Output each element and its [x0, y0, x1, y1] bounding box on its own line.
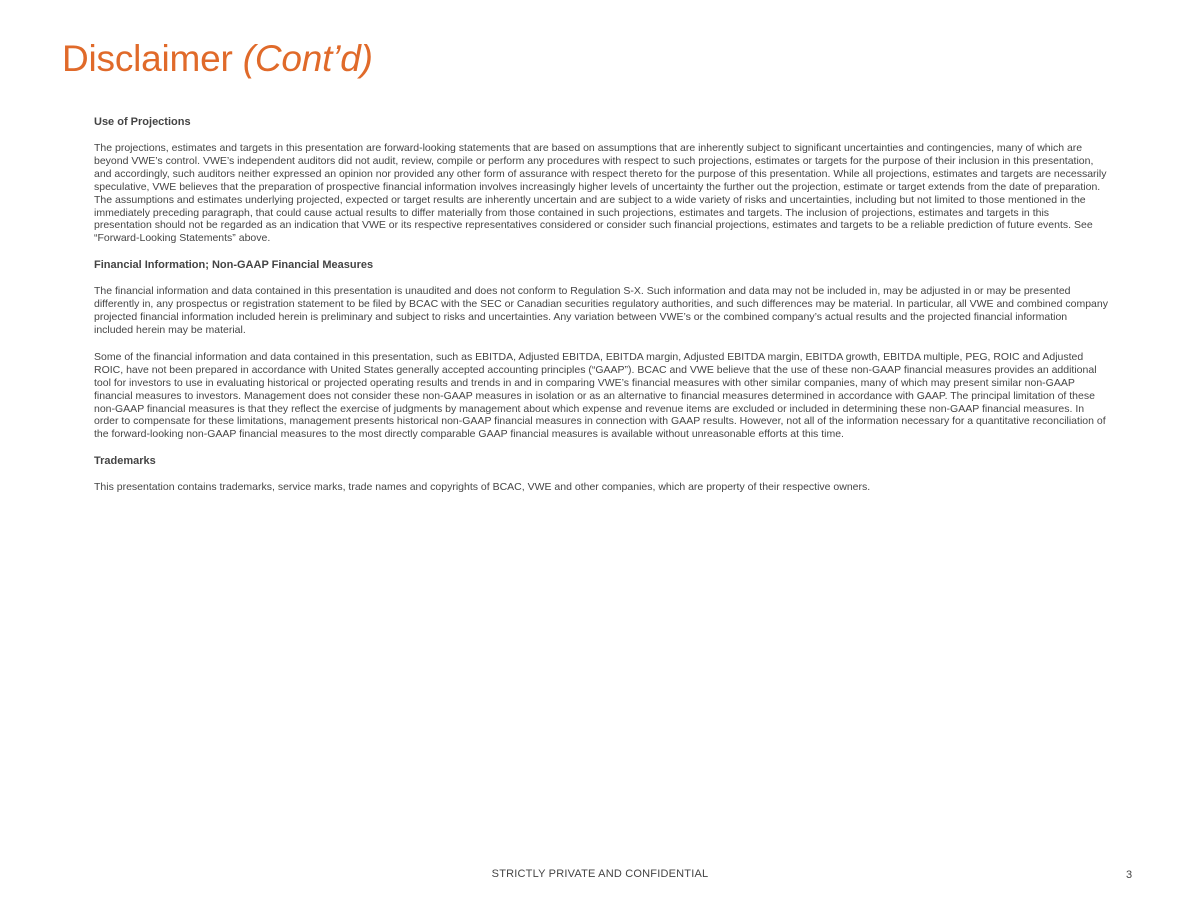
section-financial-information — [94, 259, 1108, 441]
paragraph: This presentation contains trademarks, service marks, trade names and copyrights of BCAC, VWE and other companies, which are property of their respective owners. — [94, 481, 871, 494]
slide-title-main: Disclaimer — [62, 38, 243, 79]
paragraph: The financial information and data contained in this presentation is unaudited and does not conform to Regulation S-X. Such information and data may not be included in, may be adjusted in or may be presented differently in, any prospectus or registration statement to be filed by BCAC with the SEC or Canadian securities regulatory authorities, and such differences may be material. In particular, all VWE and combined company projected financial information included herein is preliminary and subject to risks and uncertainties. Any variation between VWE’s or the combined company’s actual results and the projected financial information included herein may be material. — [94, 285, 1108, 336]
disclaimer-body — [94, 116, 1108, 508]
section-use-of-projections — [94, 116, 1108, 245]
confidentiality-footer: STRICTLY PRIVATE AND CONFIDENTIAL — [491, 868, 709, 880]
paragraph: Some of the financial information and data contained in this presentation, such as EBITDA, Adjusted EBITDA, EBITDA margin, Adjusted EBITDA margin, EBITDA growth, EBITDA multiple, PEG, ROIC and Adjusted ROIC, have not been prepared in accordance with United States generally accepted accounting principles (“GAAP”). BCAC and VWE believe that the use of these non-GAAP financial measures provides an additional tool for investors to use in evaluating historical or projected operating results and trends in and in comparing VWE’s financial measures with other similar companies, many of which may present similar non-GAAP financial measures to investors. Management does not consider these non-GAAP measures in isolation or as an alternative to financial measures determined in accordance with GAAP. The principal limitation of these non-GAAP financial measures is that they reflect the exercise of judgments by management about which expense and revenue items are excluded or included in determining these non-GAAP financial measures. In order to compensate for these limitations, management presents historical non-GAAP financial measures in connection with GAAP results. However, not all of the information necessary for a quantitative reconciliation of the forward-looking non-GAAP financial measures to the most directly comparable GAAP financial measures is available without unreasonable efforts at this time. — [94, 350, 1106, 441]
section-heading: Trademarks — [94, 455, 156, 468]
paragraph: The projections, estimates and targets in this presentation are forward-looking statements that are based on assumptions that are inherently subject to significant uncertainties and contingencies, many of which are beyond VWE’s control. VWE’s independent auditors did not audit, review, compile or perform any procedures with respect to such projections, estimates or targets for the purpose of their inclusion in this presentation, and accordingly, such auditors neither expressed an opinion nor provided any other form of assurance with respect thereto for the purpose of this presentation. While all projections, estimates and targets are necessarily speculative, VWE believes that the preparation of prospective financial information involves increasingly higher levels of uncertainty the further out the projection, estimate or target extends from the date of preparation. The assumptions and estimates underlying projected, expected or target results are inherently uncertain and are subject to a wide variety of risks and uncertainties, including but not limited to those mentioned in the immediately preceding paragraph, that could cause actual results to differ materially from those contained in such projections, estimates and targets. The inclusion of projections, estimates and targets in this presentation should not be regarded as an indication that VWE or its respective representatives considered or consider such financial projections, estimates and targets to be a reliable prediction of future events. See “Forward-Looking Statements” above. — [94, 142, 1107, 245]
slide-title — [62, 38, 373, 80]
section-heading: Use of Projections — [94, 116, 191, 128]
section-trademarks — [94, 455, 1108, 494]
slide-title-emphasis: (Cont’d) — [242, 38, 373, 79]
section-heading: Financial Information; Non-GAAP Financial Measures — [94, 259, 374, 272]
page-number: 3 — [1126, 869, 1133, 881]
